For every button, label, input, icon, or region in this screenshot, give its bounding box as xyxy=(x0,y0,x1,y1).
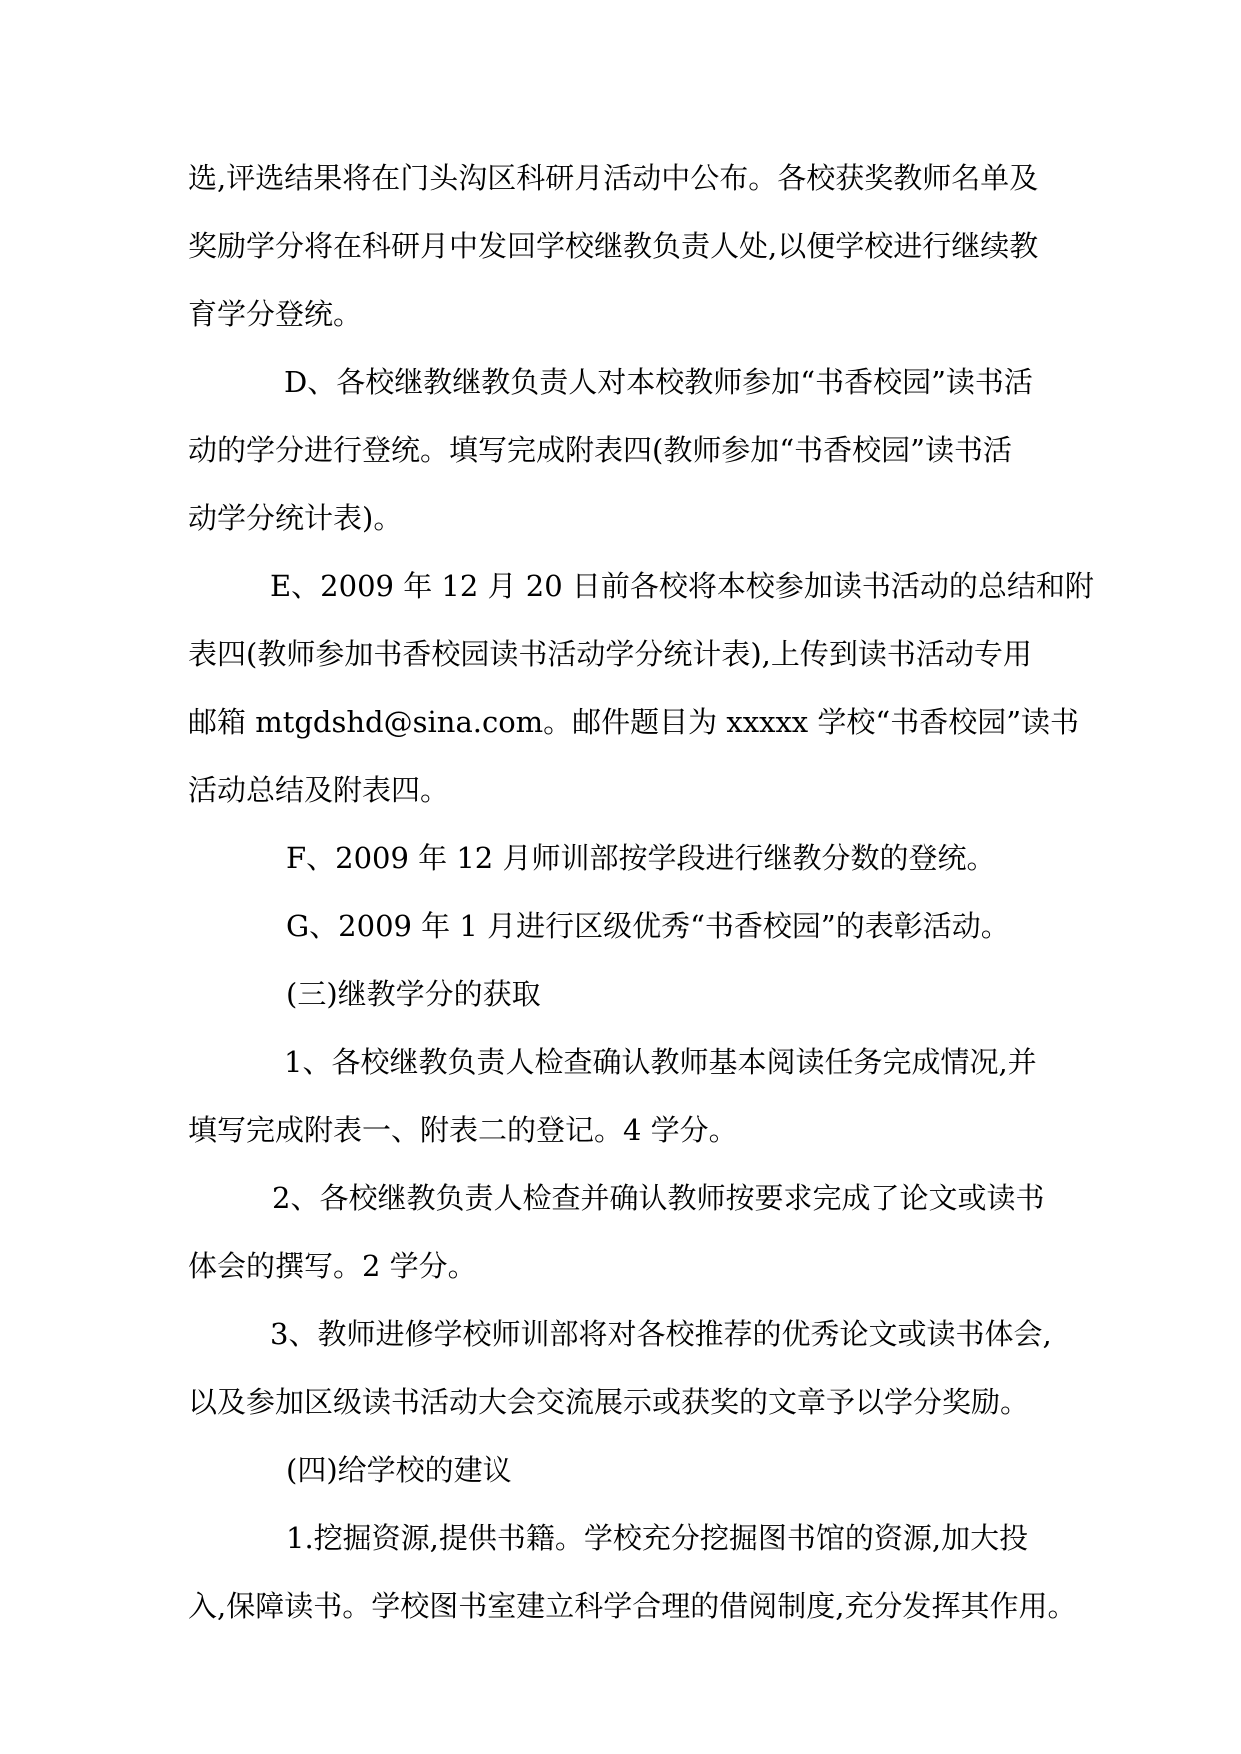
paragraph-line: 填写完成附表一、附表二的登记。4 学分。 xyxy=(188,1113,738,1147)
paragraph-line: G、2009 年 1 月进行区级优秀“书香校园”的表彰活动。 xyxy=(286,909,1010,943)
paragraph-line: 入,保障读书。学校图书室建立科学合理的借阅制度,充分发挥其作用。 xyxy=(188,1589,1077,1623)
section-heading: (三)继教学分的获取 xyxy=(286,977,541,1011)
paragraph-line: 表四(教师参加书香校园读书活动学分统计表),上传到读书活动专用 xyxy=(188,637,1032,671)
paragraph-line: 奖励学分将在科研月中发回学校继教负责人处,以便学校进行继续教 xyxy=(188,229,1039,263)
paragraph-line: 动的学分进行登统。填写完成附表四(教师参加“书香校园”读书活 xyxy=(188,433,1012,467)
paragraph-line: 2、各校继教负责人检查并确认教师按要求完成了论文或读书 xyxy=(272,1181,1045,1215)
paragraph-line: 活动总结及附表四。 xyxy=(188,773,450,807)
paragraph-line: 1.挖掘资源,提供书籍。学校充分挖掘图书馆的资源,加大投 xyxy=(286,1521,1029,1555)
paragraph-line: 1、各校继教负责人检查确认教师基本阅读任务完成情况,并 xyxy=(284,1045,1037,1079)
paragraph-line: 3、教师进修学校师训部将对各校推荐的优秀论文或读书体会, xyxy=(270,1317,1052,1351)
section-heading: (四)给学校的建议 xyxy=(286,1453,512,1487)
paragraph-line: 体会的撰写。2 学分。 xyxy=(188,1249,477,1283)
paragraph-line: D、各校继教继教负责人对本校教师参加“书香校园”读书活 xyxy=(284,365,1033,399)
paragraph-line: 选,评选结果将在门头沟区科研月活动中公布。各校获奖教师名单及 xyxy=(188,161,1039,195)
paragraph-line: 育学分登统。 xyxy=(188,297,363,331)
paragraph-line: E、2009 年 12 月 20 日前各校将本校参加读书活动的总结和附 xyxy=(270,569,1094,603)
paragraph-line: 以及参加区级读书活动大会交流展示或获奖的文章予以学分奖励。 xyxy=(188,1385,1030,1419)
paragraph-line: 动学分统计表)。 xyxy=(188,501,403,535)
paragraph-line: F、2009 年 12 月师训部按学段进行继教分数的登统。 xyxy=(286,841,996,875)
paragraph-line: 邮箱 mtgdshd@sina.com。邮件题目为 xxxxx 学校“书香校园”读书 xyxy=(188,705,1080,739)
